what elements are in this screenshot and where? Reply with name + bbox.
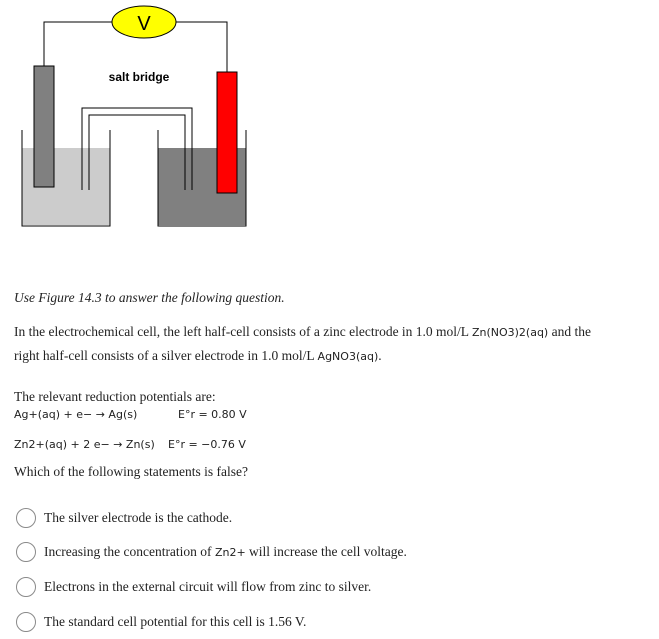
- silver-nitrate-formula: AgNO3(aq): [317, 350, 379, 363]
- left-electrode-zinc: [34, 66, 54, 187]
- zinc-nitrate-formula: Zn(NO3)2(aq): [471, 326, 549, 339]
- option-d-label: The standard cell potential for this cell is 1.56 V.: [44, 614, 307, 629]
- zinc-ion-formula: Zn2+: [214, 546, 246, 559]
- option-b-label: Increasing the concentration of Zn2+ will increase the cell voltage.: [44, 544, 407, 559]
- potentials-heading: The relevant reduction potentials are:: [14, 389, 216, 404]
- option-a[interactable]: [16, 508, 232, 528]
- voltmeter-label: V: [137, 13, 151, 35]
- option-c[interactable]: [16, 577, 371, 597]
- question-prompt: Which of the following statements is false?: [14, 464, 248, 479]
- right-electrode-silver: [217, 72, 237, 193]
- option-c-radio[interactable]: [16, 577, 36, 597]
- question-line-1: In the electrochemical cell, the left half-cell consists of a zinc electrode in 1.0 mol/L Zn(NO3)2(aq) and the: [14, 324, 591, 339]
- reaction-1: Ag+(aq) + e− → Ag(s): [14, 408, 138, 421]
- electrochemical-cell-figure: [0, 0, 659, 240]
- figure-caption: Use Figure 14.3 to answer the following question.: [14, 290, 285, 305]
- option-a-label: The silver electrode is the cathode.: [44, 510, 233, 525]
- option-a-radio[interactable]: [16, 508, 36, 528]
- option-b[interactable]: [16, 542, 407, 562]
- reaction-1-potential: E°r = 0.80 V: [178, 408, 247, 421]
- option-c-label: Electrons in the external circuit will flow from zinc to silver.: [44, 579, 372, 594]
- reaction-2-potential: E°r = −0.76 V: [168, 438, 246, 451]
- salt-bridge-label: salt bridge: [108, 70, 170, 84]
- question-line-2: right half-cell consists of a silver electrode in 1.0 mol/L AgNO3(aq).: [14, 348, 382, 363]
- option-d[interactable]: [16, 612, 306, 632]
- option-d-radio[interactable]: [16, 612, 36, 632]
- option-b-radio[interactable]: [16, 542, 36, 562]
- reaction-2: Zn2+(aq) + 2 e− → Zn(s): [14, 438, 155, 451]
